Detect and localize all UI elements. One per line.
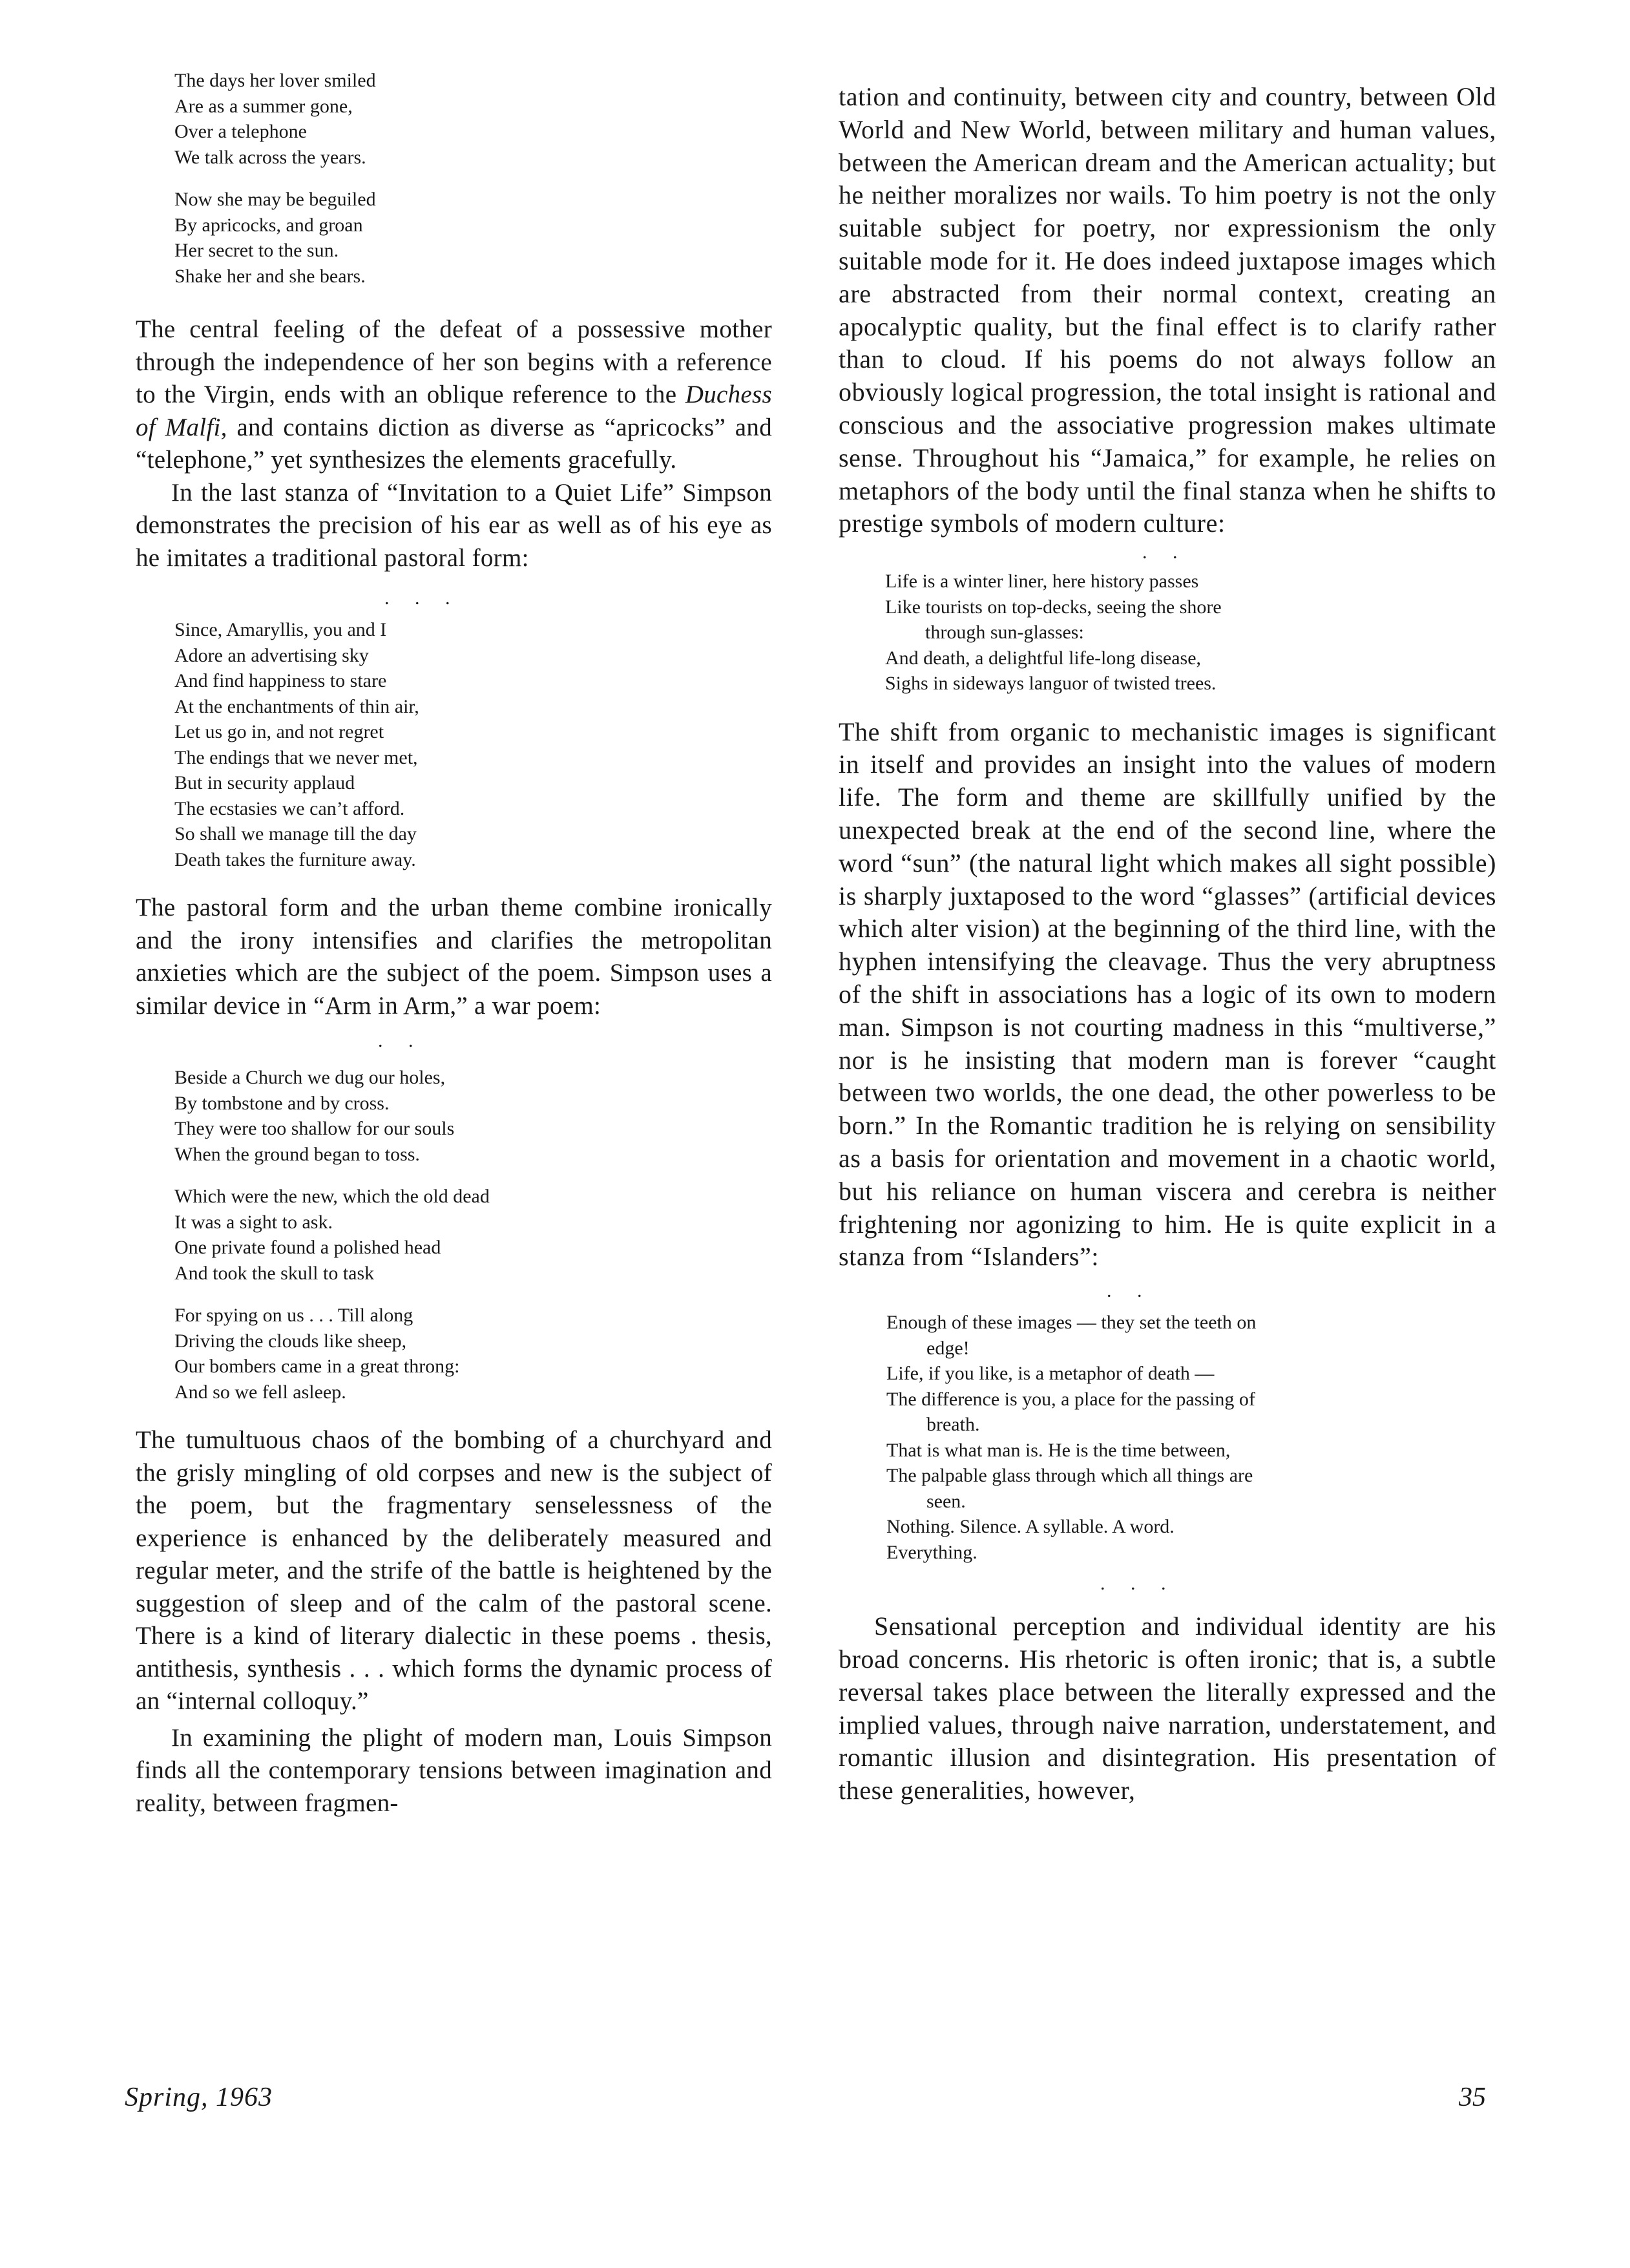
paragraph-tation-and-continuity: tation and continuity, between city and country, between Old World and New World, between military and human values, between the American dream and the American actuality; but he neither moralizes nor wails. To him poetry is not the only suitable subject for poetry, nor expressionism the only suitable mode for it. He does indeed juxtapose images which are abstracted from their normal context, creating an apocalyptic quality, but the final effect is to clarify rather than to cloud. If his poems do not always follow an obviously logical progression, the total insight is rational and conscious and the associative progression makes ultimate sense. Throughout his “Jamaica,” for example, he relies on metaphors of the body until the final stanza when he shifts to prestige symbols of modern culture:: [839, 82, 1496, 538]
poem-line: And death, a delightful life-long disease,: [885, 647, 1202, 669]
poem-line: By apricocks, and groan: [174, 214, 363, 236]
right-column: [839, 81, 1496, 1807]
poem-line-continuation: edge!: [926, 1337, 970, 1359]
poem-line: It was a sight to ask.: [174, 1211, 333, 1233]
poem-stanza: [174, 1303, 772, 1405]
paragraph-central-feeling: The central feeling of the defeat of a possessive mother through the independence of her son begins with a reference to the Virgin, ends with an oblique reference to the Duchess of Malfi, and contains diction as diverse as “apricocks” and “telephone,” yet synthesizes the elements gracefully.: [136, 315, 772, 474]
poem-stanza: [174, 1184, 772, 1286]
poem-line: Since, Amaryllis, you and I: [174, 619, 387, 640]
paragraph-organic-to-mechanistic: The shift from organic to mechanistic images is significant in itself and provides an insight into the values of modern life. The form and theme are skillfully unified by the unexpected break at the end of the second line, where the word “sun” (the natural light which makes all sight possible) is sharply juxtaposed to the word “glasses” (artificial devices which alter vision) at the beginning of the third line, with the hyphen intensifying the cleavage. Thus the very abruptness of the shift in associations has a logic of its own to modern man. Simpson is not courting madness in this “multiverse,” nor is he insisting that modern man is forever “caught between two worlds, the one dead, the other powerless to be born.” In the Romantic tradition he is relying on sensibility as a basis for orientation and movement in a chaotic world, but his reliance on human viscera and cerebra is neither frightening nor agonizing to him. He is quite explicit in a stanza from “Islanders”:: [839, 717, 1496, 1272]
poem-line: By tombstone and by cross.: [174, 1092, 390, 1114]
poem-line: Our bombers came in a great throng:: [174, 1356, 460, 1377]
poem-line: The palpable glass through which all things are: [886, 1465, 1253, 1487]
ellipsis-mark: . .: [1142, 541, 1188, 563]
paragraph-pastoral-form: The pastoral form and the urban theme combine ironically and the irony intensifies and clarifies the metropolitan anxieties which are the subject of the poem. Simpson uses a similar device in “Arm in Arm,” a war poem:: [136, 894, 772, 1020]
poem-line: The endings that we never met,: [174, 746, 418, 768]
poem-line: Her secret to the sun.: [174, 240, 339, 261]
poem-line: So shall we manage till the day: [174, 823, 417, 845]
poem-line: The difference is you, a place for the passing of: [886, 1388, 1255, 1410]
poem-line: And so we fell asleep.: [174, 1381, 346, 1403]
poem-line-continuation: seen.: [926, 1490, 966, 1512]
page-number: 35: [1459, 2083, 1486, 2112]
poem-line: That is what man is. He is the time between,: [886, 1439, 1231, 1461]
poem-line: For spying on us . . . Till along: [174, 1305, 413, 1326]
paragraph-plight-of-modern-man: In examining the plight of modern man, Louis Simpson finds all the contemporary tensions between imagination and reality, between fragmen-: [136, 1723, 772, 1817]
poem-line: And find happiness to stare: [174, 670, 387, 691]
poem-line: Nothing. Silence. A syllable. A word.: [886, 1516, 1175, 1538]
poem-line: Like tourists on top-decks, seeing the shore: [885, 596, 1222, 618]
title-duchess-of-malfi: Duchess of Malfi,: [136, 381, 772, 441]
poem-line: Driving the clouds like sheep,: [174, 1330, 407, 1352]
ellipsis-mark: . . .: [384, 587, 461, 609]
poem-line: Enough of these images — they set the teeth on: [886, 1312, 1257, 1334]
poem-line: Sighs in sideways languor of twisted trees.: [885, 673, 1217, 695]
poem-line-continuation: through sun-glasses:: [925, 622, 1084, 644]
poem-line: The days her lover smiled: [174, 70, 376, 91]
poem-line: Are as a summer gone,: [174, 95, 353, 117]
poem-line: Adore an advertising sky: [174, 644, 369, 666]
poem-excerpt-mother: [136, 68, 772, 289]
poem-line-continuation: breath.: [926, 1414, 980, 1436]
poem-line: One private found a polished head: [174, 1237, 441, 1258]
poem-line: Life is a winter liner, here history passes: [885, 571, 1199, 593]
poem-line: Shake her and she bears.: [174, 265, 366, 287]
poem-line: Beside a Church we dug our holes,: [174, 1067, 446, 1088]
poem-stanza: [174, 68, 772, 170]
journal-issue-date: Spring, 1963: [125, 2083, 273, 2112]
ellipsis-mark: . .: [1107, 1280, 1153, 1302]
poem-excerpt-arm-in-arm: [136, 1065, 772, 1405]
poem-line: We talk across the years.: [174, 146, 366, 168]
poem-line: When the ground began to toss.: [174, 1143, 420, 1165]
left-column: [136, 68, 772, 1820]
paragraph-tumultuous-chaos: The tumultuous chaos of the bombing of a churchyard and the grisly mingling of old corpses and new is the subject of the poem, but the fragmentary senselessness of the experience is enhanced by the deliberately measured and regular meter, and the strife of the battle is heightened by the suggestion of sleep and of the calm of the pastoral scene. There is a kind of literary dialectic in these poems . thesis, antithesis, synthesis . . . which forms the dynamic process of an “internal colloquy.”: [136, 1426, 772, 1715]
poem-line: But in security applaud: [174, 772, 355, 793]
ellipsis-mark: . .: [378, 1030, 424, 1051]
poem-excerpt-invitation: [136, 617, 772, 872]
paragraph-last-stanza: In the last stanza of “Invitation to a Quiet Life” Simpson demonstrates the precision of his ear as well as of his eye as he imitates a traditional pastoral form:: [136, 478, 772, 572]
poem-excerpt-jamaica: [839, 569, 1496, 697]
poem-line: Now she may be beguiled: [174, 189, 376, 210]
poem-line: Life, if you like, is a metaphor of death —: [886, 1363, 1215, 1385]
poem-line: The ecstasies we can’t afford.: [174, 797, 405, 819]
ellipsis-mark: . . .: [1100, 1573, 1176, 1595]
poem-line: Death takes the furniture away.: [174, 848, 416, 870]
poem-stanza: [174, 1065, 772, 1167]
poem-line: And took the skull to task: [174, 1262, 375, 1284]
paragraph-sensational-perception: Sensational perception and individual identity are his broad concerns. His rhetoric is often ironic; that is, a subtle reversal takes place between the literally expressed and the implied values, through naive narration, understatement, and romantic illusion and disintegration. His presentation of these generalities, however,: [839, 1612, 1496, 1805]
poem-line: Let us go in, and not regret: [174, 721, 384, 742]
poem-line: They were too shallow for our souls: [174, 1118, 455, 1139]
poem-line: Over a telephone: [174, 121, 307, 142]
poem-stanza: [174, 187, 772, 289]
poem-line: Everything.: [886, 1541, 977, 1563]
poem-line: At the enchantments of thin air,: [174, 695, 419, 717]
poem-excerpt-islanders: [839, 1310, 1496, 1565]
poem-line: Which were the new, which the old dead: [174, 1186, 490, 1207]
